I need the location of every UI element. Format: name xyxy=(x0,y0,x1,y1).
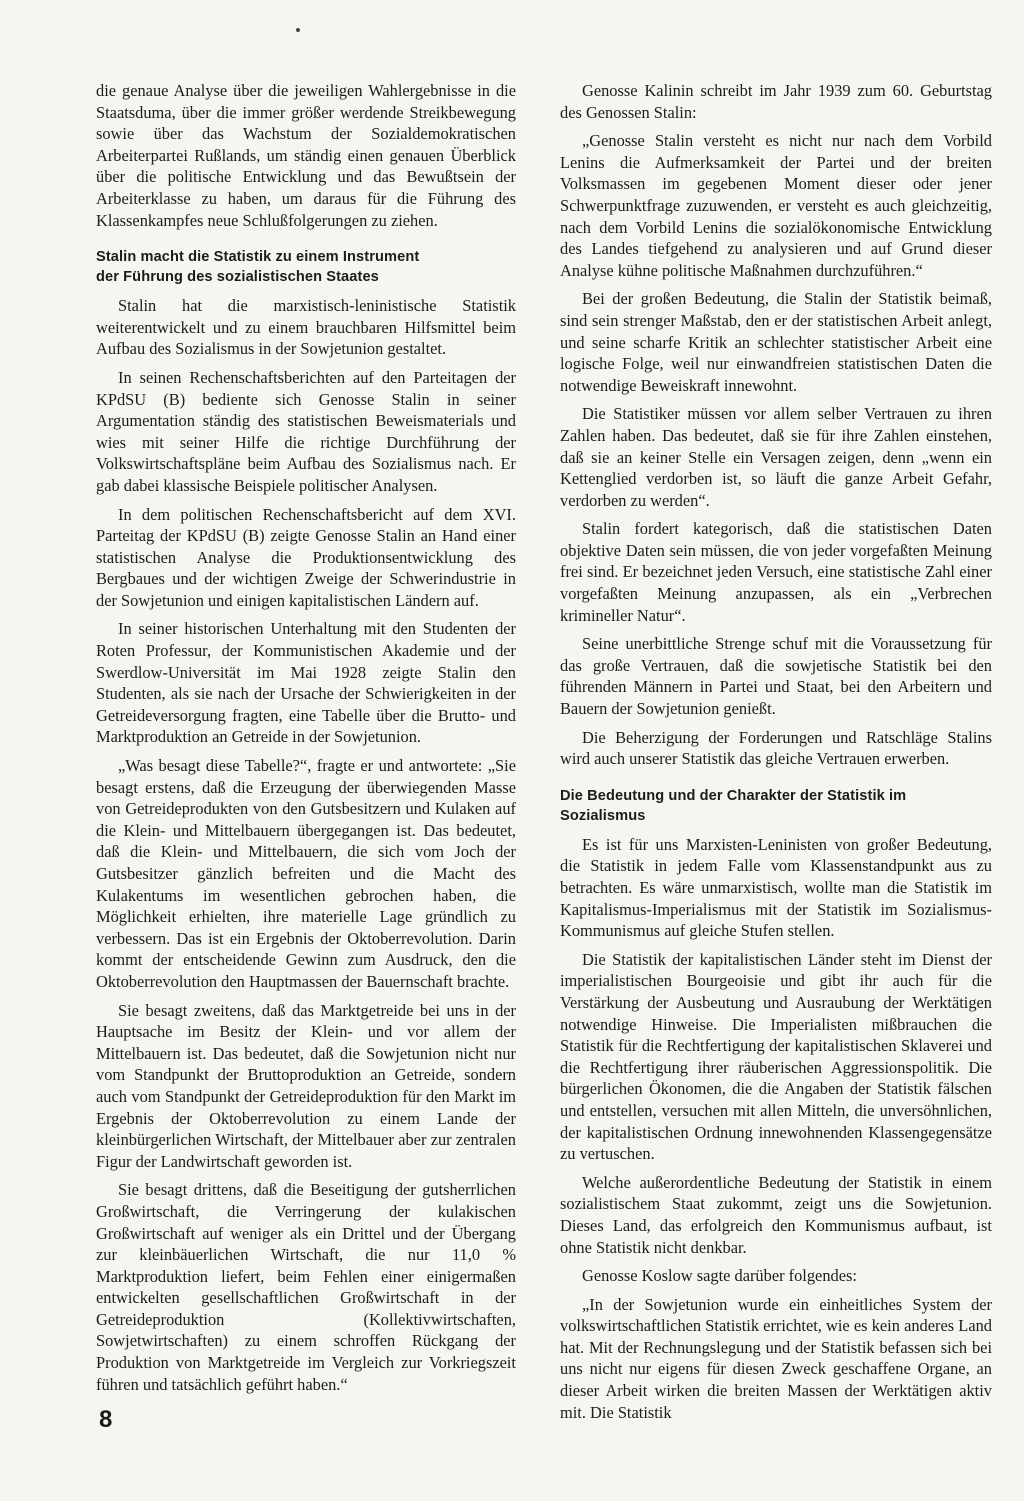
paragraph: Genosse Kalinin schreibt im Jahr 1939 zum 60. Geburtstag des Genossen Stalin: xyxy=(560,81,992,122)
page-number: 8 xyxy=(99,1406,113,1433)
quote-paragraph: „Genosse Stalin versteht es nicht nur nach dem Vorbild Lenins die Aufmerksamkeit der Partei und der breiten Volksmassen im gegebenen Moment dieser oder jener Schwerpunktfrage zuzuwenden, er versteht es auch gleichzeitig, nach dem Vorbild Lenins die sozialökonomische Entwicklung des Landes tiefgehend zu analysieren und auf Grund dieser Analyse kühne politische Maßnahmen durchzuführen.“ xyxy=(560,131,992,280)
paragraph: In dem politischen Rechenschaftsbericht auf dem XVI. Parteitag der KPdSU (B) zeigte Genosse Stalin an Hand einer statistischen Analyse die Produktionsentwicklung des Bergbaues und der wichtigen Zweige der Schwerindustrie in der Sowjetunion und einigen kapitalistischen Ländern auf. xyxy=(96,504,516,610)
paragraph: Genosse Koslow sagte darüber folgendes: xyxy=(582,1266,857,1286)
paragraph: „Was besagt diese Tabelle?“, fragte er und antwortete: „Sie besagt erstens, daß die Erzeugung der überwiegenden Masse von Getreideprodukten von den Gutsbesitzern und Kulaken auf die Klein- und Mittelbauern übergegangen ist. Das bedeutet, daß die Klein- und Mittelbauern, die sich vom Joch der Gutsbesitzer gänzlich befreiten und die Macht des Kulakentums im wesentlichen gebrochen haben, die Möglichkeit erhielten, ihre materielle Lage gründlich zu verbessern. Das ist ein Ergebnis der Oktoberrevolution. Darin kommt der entscheidende Gewinn zum Ausdruck, den die Oktoberrevolution den Hauptmassen der Bauernschaft brachte. xyxy=(96,756,516,991)
paragraph: Die Beherzigung der Forderungen und Ratschläge Stalins wird auch unserer Statistik das gleiche Vertrauen erwerben. xyxy=(560,727,992,769)
paragraph: In seiner historischen Unterhaltung mit den Studenten der Roten Professur, der Kommunistischen Akademie und der Swerdlow-Universität im Mai 1928 zeigte Stalin den Studenten, als sie nach der Ursache der Schwierigkeiten in der Getreideversorgung fragten, eine Tabelle über die Brutto- und Marktproduktion an Getreide in der Sowjetunion. xyxy=(96,619,516,747)
paragraph: Sie besagt zweitens, daß das Marktgetreide bei uns in der Hauptsache im Besitz der Klein- und vor allem der Mittelbauern ist. Das bedeutet, daß die Sowjetunion nicht nur vom Standpunkt der Bruttoproduktion an Getreide, sondern auch vom Standpunkt der Getreideproduktion für den Markt im Ergebnis der Oktoberrevolution zu einem Lande der kleinbürgerlichen Wirtschaft, der Mittelbauer aber zur zentralen Figur der Landwirtschaft geworden ist. xyxy=(96,1000,516,1171)
section-heading xyxy=(96,247,516,287)
paragraph: Seine unerbittliche Strenge schuf mit die Voraussetzung für das große Vertrauen, daß die sowjetische Statistik bei den führenden Männern in Partei und Staat, bei den Arbeitern und Bauern der Sowjetunion genießt. xyxy=(560,634,992,719)
paragraph: Stalin fordert kategorisch, daß die statistischen Daten objektive Daten sein müssen, die von jeder vorgefaßten Meinung frei sind. Er bezeichnet jeden Versuch, eine statistische Zahl einer vorgefaßten Meinung anzupassen, als ein „Verbrechen krimineller Natur“. xyxy=(560,519,992,625)
paragraph: Stalin hat die marxistisch-leninistische Statistik weiterentwickelt und zu einem brauchbaren Hilfsmittel beim Aufbau des Sozialismus in der Sowjetunion gestaltet. xyxy=(96,296,516,359)
heading-line: Stalin macht die Statistik zu einem Instrument xyxy=(96,249,420,266)
heading-line: der Führung des sozialistischen Staates xyxy=(96,269,379,286)
paragraph: Sie besagt drittens, daß die Beseitigung der gutsherrlichen Großwirtschaft, die Verringerung der kulakischen Großwirtschaft auf weniger als ein Drittel und der Übergang zur kleinbäuerlichen Wirtschaft, die nur 11,0 % Marktproduktion liefert, beim Fehlen einer einigermaßen entwickelten gesellschaftlichen Großwirtschaft in der Getreideproduktion (Kollektivwirtschaften, Sowjetwirtschaften) zu einem schroffen Rückgang der Produktion von Marktgetreide im Vergleich zur Vorkriegszeit führen und tatsächlich geführt haben.“ xyxy=(96,1180,516,1394)
paragraph: Die Statistiker müssen vor allem selber Vertrauen zu ihren Zahlen haben. Das bedeutet, daß sie für ihre Zahlen einstehen, daß sie an keiner Stelle ein Versagen zeigen, denn „wenn ein Kettenglied verdorben ist, so läuft die ganze Arbeit Gefahr, verdorben zu werden“. xyxy=(560,404,992,510)
quote-paragraph: „In der Sowjetunion wurde ein einheitliches System der volkswirtschaftlichen Statistik errichtet, wie es kein anderes Land hat. Mit der Rechnungslegung und der Statistik befassen sich bei uns nicht nur eigens für diesen Zweck geschaffene Organe, an dieser Arbeit wirken die breiten Massen der Werktätigen aktiv mit. Die Statistik xyxy=(560,1294,992,1422)
paragraph: Die Statistik der kapitalistischen Länder steht im Dienst der imperialistischen Bourgeoisie und gibt ihr auch für die Verstärkung der Ausbeutung und Ausraubung der Werktätigen notwendige Hinweise. Die Imperialisten mißbrauchen die Statistik für die Rechtfertigung der kapitalistischen Sklaverei und die Rechtfertigung ihrer räuberischen Aggressionspolitik. Die bürgerlichen Ökonomen, die die Angaben der Statistik fälschen und entstellen, versuchen mit allen Mitteln, die unversöhnlichen, der kapitalistischen Ordnung innewohnenden Klassengegensätze zu vertuschen. xyxy=(560,949,992,1164)
print-mark xyxy=(296,28,300,32)
section-heading: Die Bedeutung und der Charakter der Statistik im Sozialismus xyxy=(560,787,907,824)
paragraph: Es ist für uns Marxisten-Leninisten von großer Bedeutung, die Statistik in jedem Falle vom Klassenstandpunkt aus zu betrachten. Es wäre unmarxistisch, wollte man die Statistik im Kapitalismus-Imperialismus mit der Statistik im Sozialismus-Kommunismus auf gleiche Stufen stellen. xyxy=(560,834,992,941)
left-column xyxy=(96,80,516,1402)
paragraph: die genaue Analyse über die jeweiligen Wahlergebnisse in die Staatsduma, über die immer größer werdende Streikbewegung sowie über das Wachstum der Sozialdemokratischen Arbeiterpartei Rußlands, um ständig einen genauen Überblick über die politische Entwicklung und das Bewußtsein der Arbeiterklasse zu haben, um daraus für die Führung des Klassenkampfes neue Schlußfolgerungen zu ziehen. xyxy=(96,81,516,230)
paragraph: In seinen Rechenschaftsberichten auf den Parteitagen der KPdSU (B) bediente sich Genosse Stalin in seiner Argumentation ständig des statistischen Beweismaterials und wies mit seiner Hilfe die richtige Durchführung der Volkswirtschaftspläne beim Aufbau des Sozialismus nach. Er gab dabei klassische Beispiele politischer Analysen. xyxy=(96,367,516,495)
paragraph: Bei der großen Bedeutung, die Stalin der Statistik beimaß, sind sein strenger Maßstab, den er der statistischen Arbeit anlegt, und seine scharfe Kritik an schlechter statistischer Arbeit eine logische Folge, weil nur einwandfreien statistischen Daten die notwendige Beweiskraft innewohnt. xyxy=(560,289,992,395)
right-column xyxy=(560,80,992,1430)
paragraph: Welche außerordentliche Bedeutung der Statistik in einem sozialistischem Staat zukommt, zeigt uns die Sowjetunion. Dieses Land, das erfolgreich den Kommunismus aufbaut, ist ohne Statistik nicht denkbar. xyxy=(560,1172,992,1257)
